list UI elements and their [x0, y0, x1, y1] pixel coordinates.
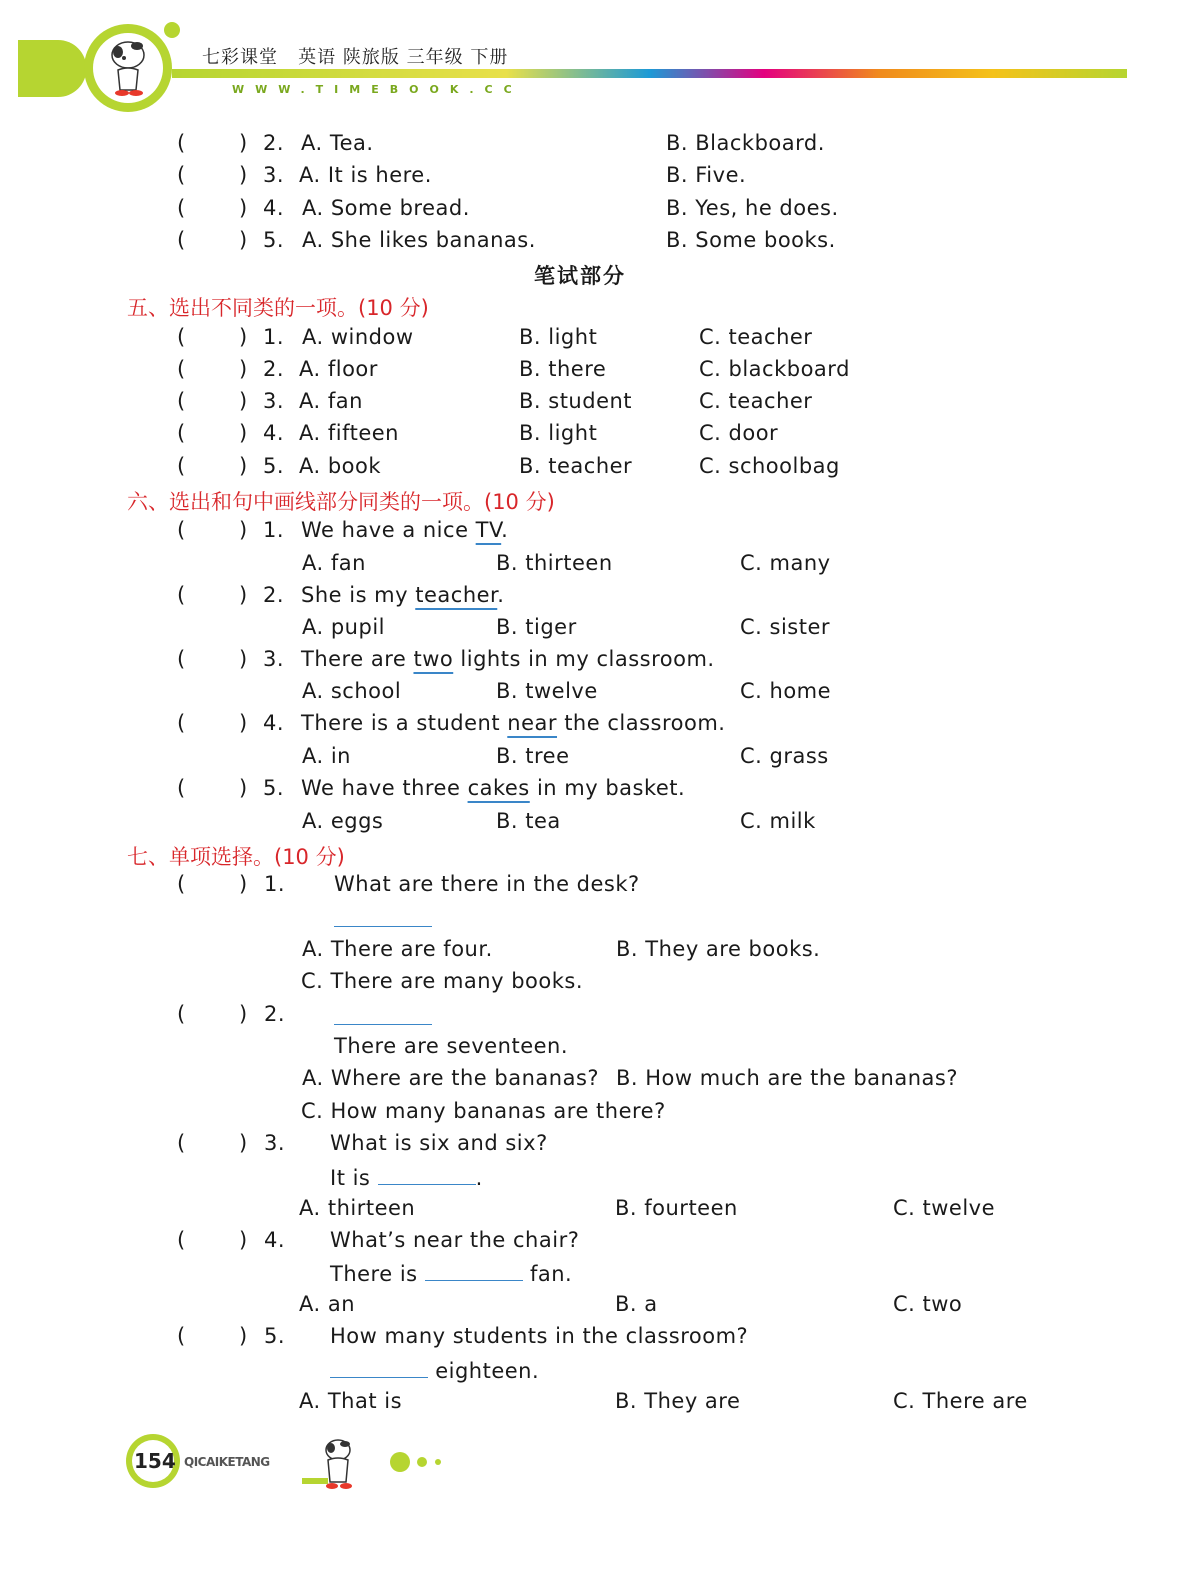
sentence: There are two lights in my classroom.: [301, 647, 715, 671]
answer-blank: [334, 906, 432, 927]
section-7-title: 七、单项选择。(10 分): [127, 845, 345, 869]
sentence: She is my teacher.: [301, 583, 505, 607]
written-part-title: 笔试部分: [534, 264, 626, 288]
answer-blank: [334, 1004, 432, 1025]
green-tab-shape: [18, 40, 86, 97]
sentence: We have three cakes in my basket.: [301, 776, 686, 800]
answer-blank: [378, 1164, 476, 1185]
website-url: WWW.TIMEBOOK.CC: [232, 83, 523, 96]
answer-blank: [425, 1260, 523, 1281]
sentence: There is a student near the classroom.: [301, 711, 726, 735]
section-6-title: 六、选出和句中画线部分同类的一项。(10 分): [127, 490, 555, 514]
footer-brand: QICAIKETANG: [184, 1455, 270, 1469]
sentence: We have a nice TV.: [301, 518, 509, 542]
rainbow-bar: [172, 69, 1127, 78]
mascot-dog-icon: [302, 1440, 352, 1489]
header-title: 七彩课堂 英语 陕旅版 三年级 下册: [202, 47, 509, 68]
answer-blank: [330, 1357, 428, 1378]
page-number: 154: [134, 1449, 176, 1473]
header-decoration: [0, 0, 1177, 120]
section-5-title: 五、选出不同类的一项。(10 分): [127, 296, 429, 320]
